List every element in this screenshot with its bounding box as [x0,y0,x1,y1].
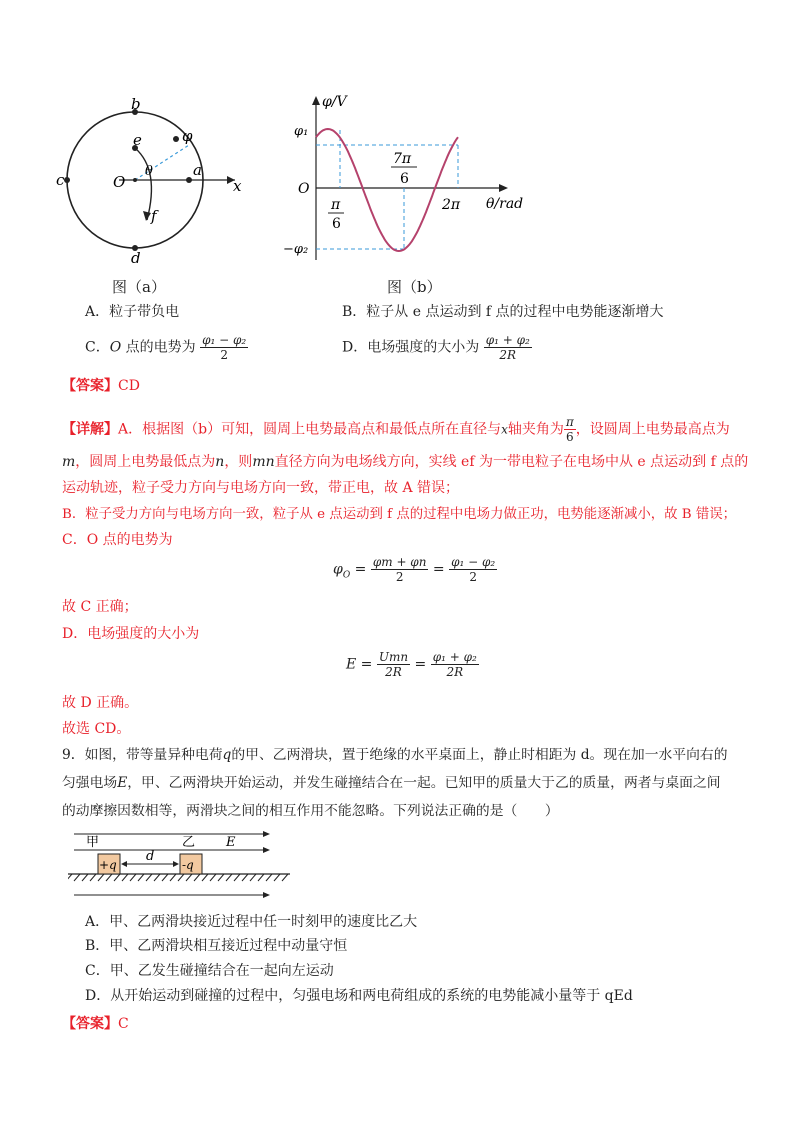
eq2-num1: Umn [378,650,409,664]
eq1-num1: φm + φn [372,555,427,569]
point-a [186,177,192,183]
q8-detail-line9: 故选 CD。 [62,721,131,737]
q9-l2e: E [117,775,128,791]
hatch-stroke [282,874,288,881]
q8-detail-line3: 运动轨迹，粒子受力方向与电场方向一致，带正电，故 A 错误； [62,480,460,496]
q9-stem-line3: 的动摩擦因数相等，两滑块之间的相互作用不能忽略。下列说法正确的是（ ） [62,803,559,819]
label-o: O [113,173,126,191]
label-yi: 乙 [182,835,196,850]
field-arrow-3 [263,892,270,898]
hatch-stroke [74,874,80,881]
eq2-fraction-2 [431,650,479,679]
block-jia-charge: +q [99,858,117,872]
hatch-stroke [138,874,144,881]
q9-option-c: C．甲、乙发生碰撞结合在一起向左运动 [85,963,334,979]
eq2-num2: φ₁ + φ₂ [432,650,477,664]
label-jia: 甲 [86,835,100,850]
q8-answer-tag: 【答案】 [62,378,118,394]
q8-option-d-fraction [484,333,532,362]
hatch-stroke [218,874,224,881]
dashed-diameter [135,145,189,180]
figure-a-caption: 图（a） [112,278,166,296]
hatch-stroke [274,874,280,881]
y-label: φ/V [322,94,347,110]
hatch-stroke [130,874,136,881]
eq1-den2: 2 [469,570,477,584]
q9-stem-line1 [62,745,728,765]
q8-option-d-num: φ₁ + φ₂ [485,333,530,347]
q8-detail-line6: 故 C 正确； [62,599,138,615]
eq1-lhs: φ [333,561,343,578]
point-c [64,177,70,183]
q8-option-c-o: O [109,339,122,356]
q8-option-d-den: 2R [499,348,517,362]
q9-l2b: ，甲、乙两滑块开始运动，并发生碰撞结合在一起。已知甲的质量大于乙的质量，两者与桌面之间 [127,775,721,791]
hatch-stroke [266,874,272,881]
q8-detail-l1x: x [501,422,508,437]
eq1-fraction-2 [449,555,497,584]
eq1-sub: O [342,570,351,581]
q8-option-a: A．粒子带负电 [85,304,180,320]
q9-stem-line2 [62,773,721,793]
hatch-stroke [146,874,152,881]
q9-l1q: q [222,747,232,763]
q8-option-c-fraction [200,333,248,362]
table-hatching [68,874,288,881]
q8-option-d-pre: D．电场强度的大小为 [342,339,480,356]
hatch-stroke [106,874,112,881]
q8-detail-line7: D．电场强度的大小为 [62,626,200,642]
hatch-stroke [178,874,184,881]
pi6-den: 6 [332,216,341,232]
q9-answer-value: C [118,1016,129,1032]
hatch-stroke [162,874,168,881]
eq1-fraction-1 [371,555,429,584]
distance-arrow-right [173,861,179,867]
hatch-stroke [170,874,176,881]
hatch-stroke [90,874,96,881]
hatch-stroke [250,874,256,881]
eq1-num2: φ₁ − φ₂ [451,555,496,569]
q9-l1b: 的甲、乙两滑块，置于绝缘的水平桌面上，静止时相距为 d。现在加一水平向右的 [231,747,728,763]
hatch-stroke [122,874,128,881]
q9-answer-tag: 【答案】 [62,1016,118,1032]
label-phi: φ [182,127,193,145]
q8-option-b: B．粒子从 e 点运动到 f 点的过程中电势能逐渐增大 [342,304,664,320]
q8-option-c-post: 点的电势为 [121,339,196,356]
hatch-stroke [98,874,104,881]
label-d: d [131,249,141,265]
q8-detail-l2mn: mn [252,454,275,470]
hatch-stroke [154,874,160,881]
q9-l1a: 9．如图，带等量异种电荷 [62,747,223,763]
two-pi-label: 2π [442,197,461,213]
q8-detail-l1-fraction [564,415,576,444]
label-c: c [56,171,65,189]
hatch-stroke [226,874,232,881]
q8-detail-line4: B．粒子受力方向与电场方向一致，粒子从 e 点运动到 f 点的过程中电场力做正功，电势能逐渐减小，故 B 错误； [62,507,737,522]
q8-detail-l1-den: 6 [565,430,574,444]
q8-detail-l1c: ，设圆周上电势最高点为 [575,421,730,438]
q8-detail-line5: C．O 点的电势为 [62,532,173,548]
q8-option-c-pre: C． [85,339,110,356]
q9-figure [68,824,298,908]
distance-arrow-left [121,861,127,867]
q8-detail-l2m: m [62,454,76,470]
q9-option-a: A．甲、乙两滑块接近过程中任一时刻甲的速度比乙大 [85,914,418,930]
hatch-stroke [202,874,208,881]
block-yi-charge: -q [182,858,194,872]
hatch-stroke [258,874,264,881]
q8-answer [62,375,140,395]
distance-label: d [146,849,155,864]
eq2-fraction-1 [377,650,410,679]
label-b: b [131,95,141,113]
label-e-field: E [226,835,236,850]
eq1-den1: 2 [395,570,404,584]
q9-answer [62,1013,129,1033]
eq2-lhs: E = [346,656,373,673]
q9-l2a: 匀强电场 [62,775,118,791]
label-f: f [151,207,157,225]
neg-phi2-label: −φ₂ [283,242,309,257]
field-arrow-1 [263,831,270,837]
q8-detail-l1b: 轴夹角为 [507,421,564,438]
x-axis-arrow [499,184,508,192]
q8-detail-line1 [62,415,730,444]
q8-detail-tag: 【详解】 [62,421,118,438]
q8-detail-line2 [62,452,748,472]
seven-pi6-den: 6 [400,171,409,187]
q8-answer-value: CD [118,378,140,394]
point-phi [173,136,179,142]
q9-option-d: D．从开始运动到碰撞的过程中，匀强电场和两电荷组成的系统的电势能减小量等于 qEd [85,988,633,1004]
y-axis-arrow [312,96,320,105]
hatch-stroke [82,874,88,881]
eq2-den1: 2R [385,665,402,679]
q8-option-c-num: φ₁ − φ₂ [202,333,247,347]
hatch-stroke [114,874,120,881]
label-a: a [193,161,202,179]
q8-detail-line8: 故 D 正确。 [62,695,139,711]
q8-equation-1: $\varphi_O$ = $\frac{\varphi m + \varphi n}{2}$ = $\frac{\text{φ₁ − φ₂}}{2}$ [333,555,496,584]
hatch-stroke [68,874,72,881]
label-e: e [133,131,142,149]
hatch-stroke [194,874,200,881]
hatch-stroke [210,874,216,881]
x-label: θ/rad [486,196,524,212]
q8-detail-l1a: A．根据图（b）可知，圆周上电势最高点和最低点所在直径与 [118,421,502,438]
label-x: x [233,177,242,195]
phi1-label: φ₁ [294,124,309,139]
q8-detail-l1-num: π [565,415,574,429]
q8-option-c [85,333,248,362]
figure-a [55,95,255,265]
q8-option-c-den: 2 [220,348,228,362]
pi6-num: π [331,197,341,213]
seven-pi6-num: 7π [393,151,412,167]
q8-equation-2: E = $\frac{\text{Umn}}{2R}$ = $\frac{\text{φ₁ + φ₂}}{2R}$ [346,650,477,679]
potential-curve [316,129,458,251]
label-theta: θ [145,164,153,179]
figure-b [282,92,532,267]
hatch-stroke [242,874,248,881]
q8-detail-l2a: ，圆周上电势最低点为 [75,454,216,470]
figure-b-caption: 图（b） [387,278,442,296]
hatch-stroke [186,874,192,881]
eq2-den2: 2R [446,665,464,679]
q8-detail-l2b: ，则 [224,454,253,470]
q8-option-d [342,333,532,362]
trajectory-ef [135,148,151,220]
field-arrow-2 [263,847,270,853]
hatch-stroke [234,874,240,881]
origin-label: O [298,181,310,197]
point-o [133,178,137,182]
q8-detail-l2n: n [215,454,225,470]
q9-option-b: B．甲、乙两滑块相互接近过程中动量守恒 [85,938,348,954]
q8-detail-l2c: 直径方向为电场线方向，实线 ef 为一带电粒子在电场中从 e 点运动到 f 点的 [274,454,749,470]
